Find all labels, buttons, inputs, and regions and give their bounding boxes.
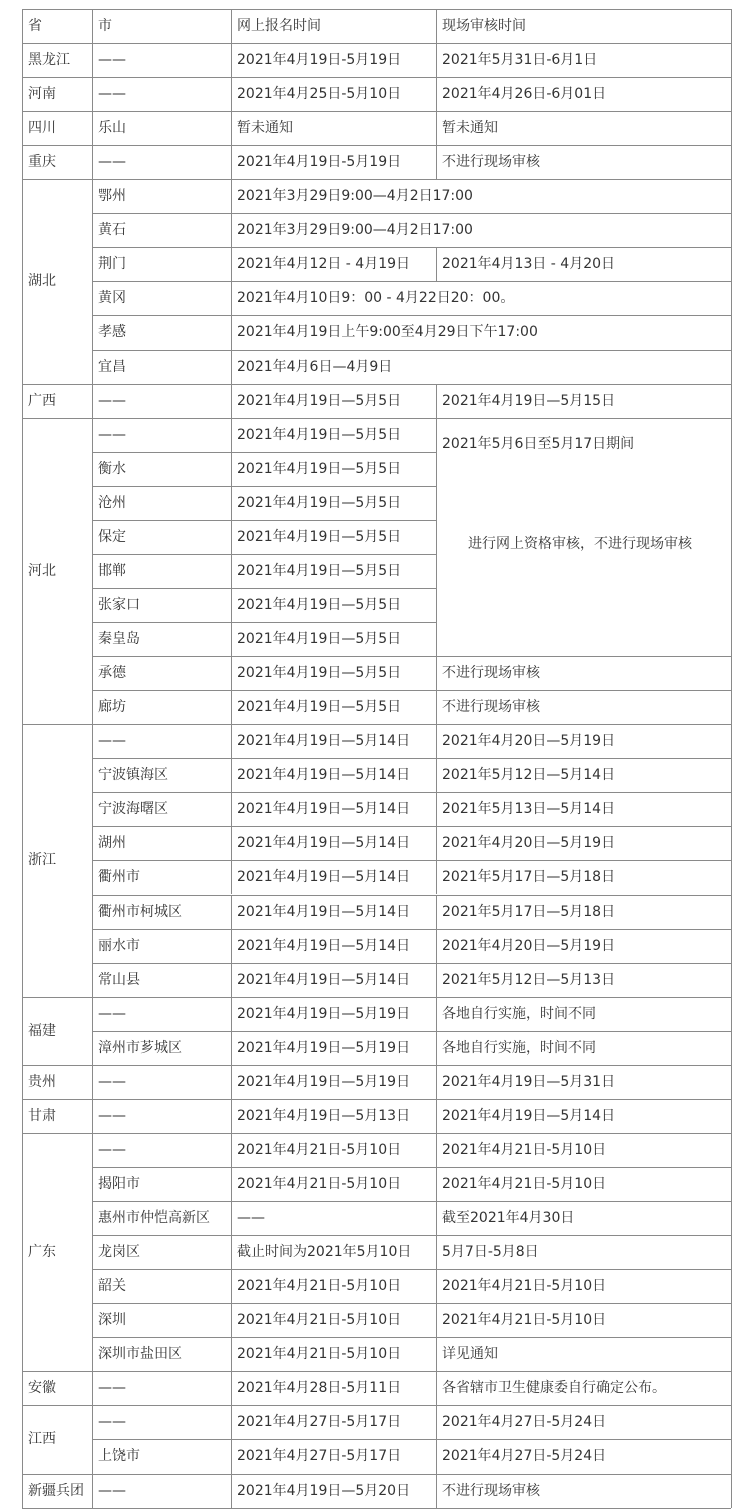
city-cell: —— [98, 1107, 126, 1124]
onsite-review-cell: 2021年4月19日—5月14日 [442, 1107, 616, 1124]
city-cell: 深圳市盐田区 [98, 1346, 182, 1363]
city-cell: 宁波镇海区 [98, 767, 168, 784]
city-cell: 秦皇岛 [98, 631, 140, 648]
online-registration-cell: 2021年4月12日 - 4月19日 [237, 256, 411, 273]
city-cell: 漳州市芗城区 [98, 1039, 182, 1056]
province-cell: 浙江 [28, 852, 56, 869]
online-registration-cell: 2021年4月19日—5月5日 [237, 528, 402, 545]
column-border [231, 826, 232, 860]
column-border [231, 929, 232, 963]
online-registration-cell: 2021年4月19日—5月5日 [237, 699, 402, 716]
column-border [436, 1405, 437, 1439]
online-registration-cell: 2021年4月19日—5月5日 [237, 494, 402, 511]
city-cell: 宁波海曙区 [98, 801, 168, 818]
online-registration-cell: 2021年4月19日—5月5日 [237, 460, 402, 477]
city-cell: 湖州 [98, 835, 126, 852]
column-border [436, 384, 437, 418]
column-border [231, 9, 232, 43]
onsite-review-cell: 2021年4月19日—5月15日 [442, 392, 616, 409]
city-cell: 上饶市 [98, 1448, 140, 1465]
column-border [436, 9, 437, 43]
column-border [231, 452, 232, 486]
online-registration-cell: 2021年4月19日—5月5日 [237, 665, 402, 682]
column-border [436, 860, 437, 894]
city-cell: 荆门 [98, 256, 126, 273]
onsite-review-cell: 不进行现场审核 [442, 154, 540, 171]
row-border [22, 9, 731, 10]
column-border [436, 656, 437, 690]
onsite-review-cell: 2021年4月13日 - 4月20日 [442, 256, 616, 273]
onsite-review-cell: 2021年5月17日—5月18日 [442, 903, 616, 920]
online-registration-cell: 2021年4月6日—4月9日 [237, 358, 393, 375]
onsite-review-cell: 不进行现场审核 [442, 1482, 540, 1499]
column-border [231, 77, 232, 111]
column-border [231, 520, 232, 554]
column-border [231, 1133, 232, 1167]
online-registration-cell: 2021年4月27日-5月17日 [237, 1414, 402, 1431]
city-cell: 衡水 [98, 460, 126, 477]
column-border [231, 622, 232, 656]
online-registration-cell: 2021年4月19日—5月20日 [237, 1482, 411, 1499]
column-border [231, 554, 232, 588]
column-border [436, 111, 437, 145]
onsite-review-cell: 详见通知 [442, 1346, 498, 1363]
online-registration-cell: 2021年4月10日9：00 - 4月22日20：00。 [237, 290, 515, 307]
province-cell: 湖北 [28, 273, 56, 290]
column-border [436, 1474, 437, 1508]
online-registration-cell: 2021年4月19日—5月5日 [237, 426, 402, 443]
city-cell: 乐山 [98, 120, 126, 137]
column-border [231, 724, 232, 758]
online-registration-cell: 2021年4月19日—5月14日 [237, 801, 411, 818]
city-cell: 揭阳市 [98, 1175, 140, 1192]
city-cell: —— [98, 733, 126, 750]
online-registration-cell: 2021年4月19日—5月19日 [237, 1005, 411, 1022]
column-border [231, 895, 232, 929]
onsite-review-cell: 不进行现场审核 [442, 665, 540, 682]
column-border [231, 418, 232, 452]
city-cell: 韶关 [98, 1278, 126, 1295]
online-registration-cell: 2021年4月19日—5月14日 [237, 767, 411, 784]
onsite-review-cell: 2021年4月19日—5月31日 [442, 1073, 616, 1090]
column-border [231, 1269, 232, 1303]
column-border [231, 1031, 232, 1065]
column-border [231, 145, 232, 179]
merged-onsite-note: 进行网上资格审核，不进行现场审核 [468, 535, 692, 552]
onsite-review-cell: 2021年4月27日-5月24日 [442, 1414, 607, 1431]
column-border [436, 690, 437, 724]
online-registration-cell: —— [237, 1210, 265, 1227]
city-cell: 丽水市 [98, 937, 140, 954]
onsite-review-cell: 2021年4月26日-6月01日 [442, 86, 607, 103]
column-border [231, 656, 232, 690]
online-registration-cell: 2021年4月19日—5月14日 [237, 937, 411, 954]
city-cell: 衢州市柯城区 [98, 903, 182, 920]
online-registration-cell: 2021年4月27日-5月17日 [237, 1448, 402, 1465]
onsite-review-cell: 5月7日-5月8日 [442, 1244, 539, 1261]
onsite-review-cell: 2021年4月21日-5月10日 [442, 1175, 607, 1192]
column-border [436, 1133, 437, 1167]
onsite-review-cell: 截至2021年4月30日 [442, 1210, 575, 1227]
online-registration-cell: 2021年4月19日—5月14日 [237, 733, 411, 750]
online-registration-cell: 2021年4月28日-5月11日 [237, 1380, 402, 1397]
online-registration-cell: 暂未通知 [237, 120, 293, 137]
column-border [436, 1269, 437, 1303]
header-onsite-review: 现场审核时间 [442, 18, 526, 34]
onsite-review-cell: 2021年5月12日—5月13日 [442, 971, 616, 988]
column-border [436, 792, 437, 826]
online-registration-cell: 2021年4月21日-5月10日 [237, 1346, 402, 1363]
online-registration-cell: 2021年4月21日-5月10日 [237, 1175, 402, 1192]
online-registration-cell: 2021年4月19日—5月14日 [237, 869, 411, 886]
online-registration-cell: 截止时间为2021年5月10日 [237, 1244, 412, 1261]
onsite-review-cell: 不进行现场审核 [442, 699, 540, 716]
onsite-review-cell: 2021年5月12日—5月14日 [442, 767, 616, 784]
column-border [231, 486, 232, 520]
row-border [22, 1508, 92, 1509]
online-registration-cell: 2021年4月19日上午9:00至4月29日下午17:00 [237, 324, 538, 341]
onsite-review-cell: 暂未通知 [442, 120, 498, 137]
onsite-review-cell: 2021年4月20日—5月19日 [442, 937, 616, 954]
column-border [231, 213, 232, 247]
column-border [436, 1201, 437, 1235]
city-cell: 衢州市 [98, 869, 140, 886]
province-cell: 安徽 [28, 1380, 56, 1397]
city-cell: 深圳 [98, 1312, 126, 1329]
column-border [436, 1065, 437, 1099]
header-online-registration: 网上报名时间 [237, 18, 321, 34]
column-border [231, 997, 232, 1031]
column-border [436, 1439, 437, 1473]
city-cell: 惠州市仲恺高新区 [98, 1210, 210, 1227]
column-border [436, 1371, 437, 1405]
onsite-review-cell: 各地自行实施，时间不同 [442, 1039, 596, 1056]
city-cell: 孝感 [98, 324, 126, 341]
province-cell: 贵州 [28, 1073, 56, 1090]
online-registration-cell: 2021年4月19日—5月5日 [237, 596, 402, 613]
column-border [436, 1337, 437, 1371]
column-border [436, 145, 437, 179]
column-border [436, 247, 437, 281]
city-cell: —— [98, 392, 126, 409]
online-registration-cell: 2021年4月21日-5月10日 [237, 1312, 402, 1329]
column-border [231, 588, 232, 622]
online-registration-cell: 2021年4月19日—5月14日 [237, 903, 411, 920]
city-cell: 黄冈 [98, 290, 126, 307]
province-cell: 广西 [28, 392, 56, 409]
column-border [436, 1303, 437, 1337]
city-cell: 保定 [98, 528, 126, 545]
city-cell: 鄂州 [98, 188, 126, 205]
province-cell: 甘肃 [28, 1107, 56, 1124]
column-border [436, 1235, 437, 1269]
province-cell: 新疆兵团 [28, 1482, 84, 1499]
city-cell: —— [98, 154, 126, 171]
column-border [231, 315, 232, 349]
onsite-review-cell: 2021年4月27日-5月24日 [442, 1448, 607, 1465]
column-border [231, 1235, 232, 1269]
column-border [231, 1371, 232, 1405]
merged-onsite-note: 2021年5月6日至5月17日期间 [442, 435, 635, 452]
online-registration-cell: 2021年4月19日—5月19日 [237, 1039, 411, 1056]
column-border [231, 792, 232, 826]
online-registration-cell: 2021年4月21日-5月10日 [237, 1278, 402, 1295]
online-registration-cell: 2021年4月19日—5月13日 [237, 1107, 411, 1124]
column-border [436, 895, 437, 929]
city-cell: 宜昌 [98, 358, 126, 375]
online-registration-cell: 2021年4月25日-5月10日 [237, 86, 402, 103]
onsite-review-cell: 2021年4月20日—5月19日 [442, 835, 616, 852]
header-province: 省 [28, 18, 42, 34]
onsite-review-cell: 2021年5月13日—5月14日 [442, 801, 616, 818]
onsite-review-cell: 各省辖市卫生健康委自行确定公布。 [442, 1380, 666, 1397]
row-border [92, 1508, 731, 1509]
column-border [231, 860, 232, 894]
column-border [436, 1099, 437, 1133]
online-registration-cell: 2021年4月19日—5月5日 [237, 562, 402, 579]
column-border [436, 1031, 437, 1065]
column-border [231, 1099, 232, 1133]
province-cell: 河南 [28, 86, 56, 103]
column-border [436, 963, 437, 997]
column-border [436, 758, 437, 792]
column-border [231, 281, 232, 315]
province-cell: 黑龙江 [28, 52, 70, 69]
column-border [231, 1167, 232, 1201]
city-cell: 邯郸 [98, 562, 126, 579]
city-cell: —— [98, 1005, 126, 1022]
column-border [231, 1439, 232, 1473]
column-border [731, 9, 732, 1508]
column-border [436, 43, 437, 77]
column-border [436, 1167, 437, 1201]
city-cell: —— [98, 1482, 126, 1499]
column-border [231, 1405, 232, 1439]
province-cell: 河北 [28, 562, 56, 579]
column-border [436, 826, 437, 860]
column-border [231, 963, 232, 997]
column-border [231, 350, 232, 384]
column-border [231, 384, 232, 418]
online-registration-cell: 2021年4月19日-5月19日 [237, 52, 402, 69]
column-border [436, 418, 437, 656]
city-cell: 张家口 [98, 596, 140, 613]
column-border [231, 247, 232, 281]
online-registration-cell: 2021年4月21日-5月10日 [237, 1141, 402, 1158]
online-registration-cell: 2021年4月19日—5月5日 [237, 392, 402, 409]
city-cell: —— [98, 52, 126, 69]
city-cell: —— [98, 1141, 126, 1158]
column-border [231, 1065, 232, 1099]
online-registration-cell: 2021年3月29日9:00—4月2日17:00 [237, 188, 473, 205]
city-cell: 常山县 [98, 971, 140, 988]
column-border [231, 758, 232, 792]
column-border [231, 1201, 232, 1235]
column-border [231, 111, 232, 145]
onsite-review-cell: 2021年4月21日-5月10日 [442, 1278, 607, 1295]
city-cell: —— [98, 1380, 126, 1397]
header-city: 市 [98, 18, 112, 34]
province-cell: 重庆 [28, 154, 56, 171]
onsite-review-cell: 2021年5月17日—5月18日 [442, 869, 616, 886]
city-cell: 廊坊 [98, 699, 126, 716]
city-cell: —— [98, 426, 126, 443]
online-registration-cell: 2021年3月29日9:00—4月2日17:00 [237, 222, 473, 239]
city-cell: 龙岗区 [98, 1244, 140, 1261]
province-cell: 四川 [28, 120, 56, 137]
onsite-review-cell: 各地自行实施，时间不同 [442, 1005, 596, 1022]
column-border [231, 1474, 232, 1508]
online-registration-cell: 2021年4月19日—5月5日 [237, 631, 402, 648]
city-cell: —— [98, 1073, 126, 1090]
province-cell: 广东 [28, 1244, 56, 1261]
column-border [231, 1303, 232, 1337]
city-cell: —— [98, 1414, 126, 1431]
column-border [436, 77, 437, 111]
online-registration-cell: 2021年4月19日-5月19日 [237, 154, 402, 171]
online-registration-cell: 2021年4月19日—5月19日 [237, 1073, 411, 1090]
onsite-review-cell: 2021年5月31日-6月1日 [442, 52, 598, 69]
column-border [231, 690, 232, 724]
province-cell: 江西 [28, 1431, 56, 1448]
column-border [231, 1337, 232, 1371]
city-cell: 承德 [98, 665, 126, 682]
city-cell: —— [98, 86, 126, 103]
onsite-review-cell: 2021年4月21日-5月10日 [442, 1312, 607, 1329]
onsite-review-cell: 2021年4月21日-5月10日 [442, 1141, 607, 1158]
column-border [436, 997, 437, 1031]
city-cell: 黄石 [98, 222, 126, 239]
city-cell: 沧州 [98, 494, 126, 511]
column-border [231, 43, 232, 77]
online-registration-cell: 2021年4月19日—5月14日 [237, 835, 411, 852]
province-cell: 福建 [28, 1022, 56, 1039]
column-border [436, 929, 437, 963]
onsite-review-cell: 2021年4月20日—5月19日 [442, 733, 616, 750]
column-border [436, 724, 437, 758]
online-registration-cell: 2021年4月19日—5月14日 [237, 971, 411, 988]
column-border [231, 179, 232, 213]
